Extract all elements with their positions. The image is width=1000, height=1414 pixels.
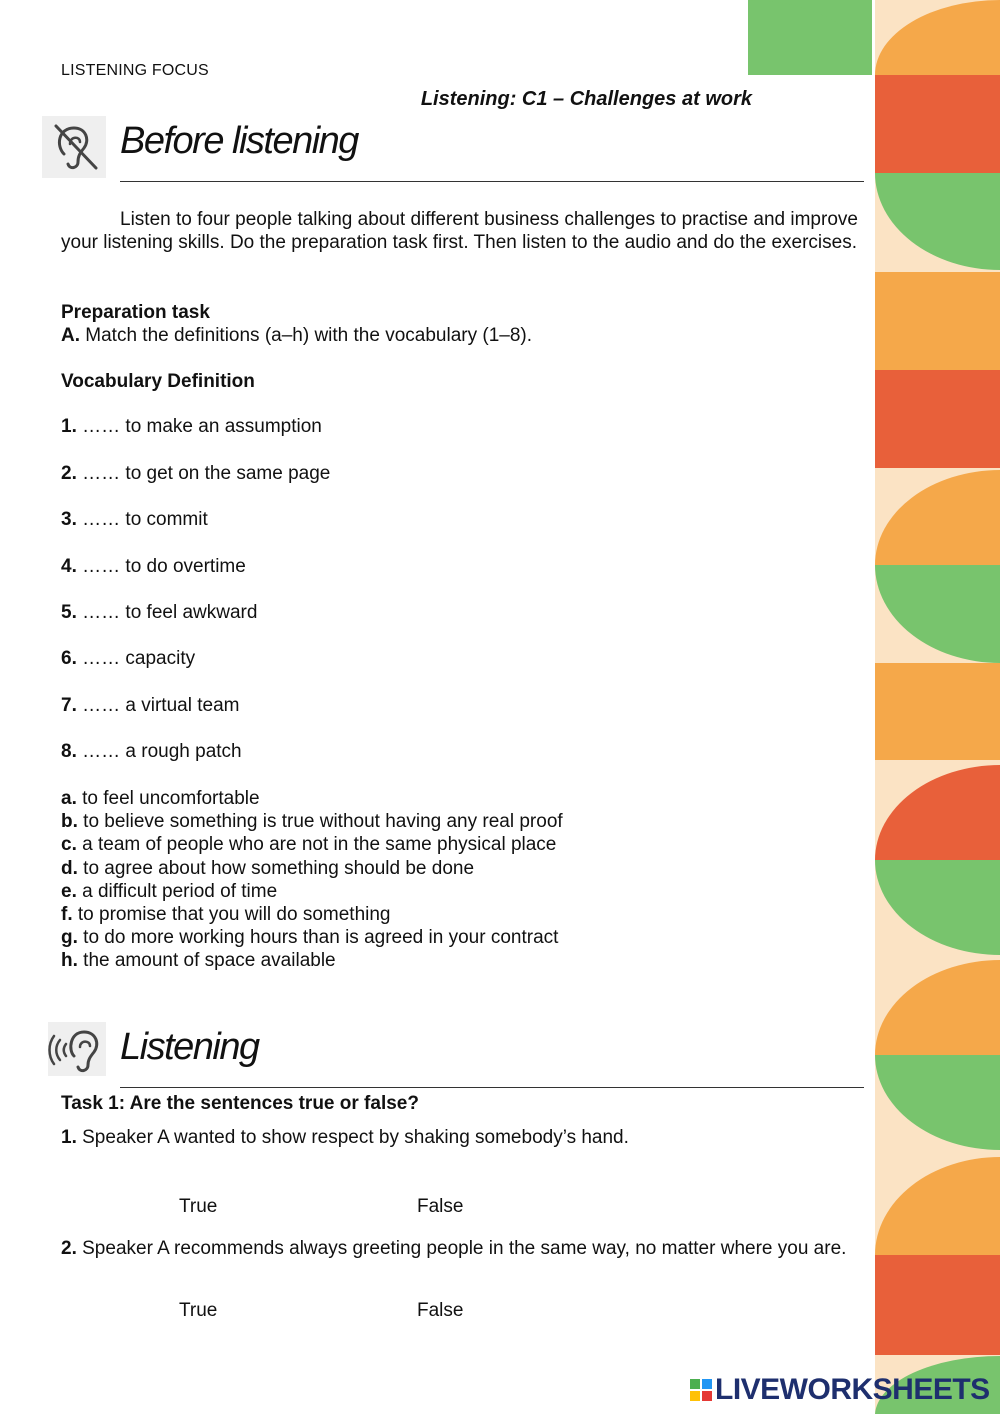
- instruction-label: A.: [61, 325, 80, 346]
- definition-item: d. to agree about how something should be done: [61, 857, 475, 879]
- question-2: 2. Speaker A recommends always greeting people in the same way, no matter where you are.: [61, 1238, 847, 1259]
- q1-true-option[interactable]: True: [179, 1196, 218, 1217]
- definition-item: e. a difficult period of time: [61, 880, 278, 902]
- definition-item: a. to feel uncomfortable: [61, 788, 260, 809]
- vocab-item: 4. …… to do overtime: [61, 556, 246, 577]
- title-rule: [120, 1087, 864, 1088]
- header-label: LISTENING FOCUS: [61, 62, 209, 79]
- definition-item: b. to believe something is true without having any real proof: [61, 811, 563, 833]
- preparation-instruction: [61, 324, 532, 347]
- instruction-text: Match the definitions (a–h) with the vocabulary (1–8).: [80, 325, 533, 346]
- question-1: 1. Speaker A wanted to show respect by shaking somebody’s hand.: [61, 1127, 629, 1148]
- preparation-heading: Preparation task: [61, 302, 210, 323]
- no-listening-icon: [42, 116, 106, 178]
- definition-item: f. to promise that you will do something: [61, 904, 391, 926]
- definition-item: c. a team of people who are not in the same physical place: [61, 834, 557, 856]
- vocab-item: 8. …… a rough patch: [61, 741, 242, 762]
- vocabulary-columns: Vocabulary Definition: [61, 371, 255, 392]
- definitions-list: [61, 787, 563, 973]
- vocab-item: 3. …… to commit: [61, 509, 208, 530]
- task1-heading: Task 1: Are the sentences true or false?: [61, 1093, 419, 1114]
- section-title-before-listening: Before listening: [120, 120, 358, 162]
- vocab-item: 1. …… to make an assumption: [61, 416, 322, 437]
- q2-false-option[interactable]: False: [417, 1300, 464, 1321]
- vocab-item: 5. …… to feel awkward: [61, 602, 258, 623]
- listening-header: [42, 1022, 864, 1088]
- q2-true-option[interactable]: True: [179, 1300, 218, 1321]
- logo-text: LIVEWORKSHEETS: [715, 1373, 990, 1406]
- ear-sound-icon: [48, 1022, 106, 1076]
- liveworksheets-logo: [690, 1374, 990, 1406]
- title-rule: [120, 181, 864, 182]
- logo-icon: [690, 1379, 712, 1401]
- definition-item: h. the amount of space available: [61, 950, 336, 972]
- vocab-item: 2. …… to get on the same page: [61, 463, 331, 484]
- definition-item: g. to do more working hours than is agreed in your contract: [61, 927, 559, 949]
- vocab-item: 7. …… a virtual team: [61, 695, 240, 716]
- intro-paragraph: Listen to four people talking about different business challenges to practise and improve your listening skills. Do the preparation task first. Then listen to the audio and do the exercises.: [61, 209, 858, 253]
- q1-false-option[interactable]: False: [417, 1196, 464, 1217]
- before-listening-header: [42, 116, 864, 182]
- worksheet-subtitle: Listening: C1 – Challenges at work: [420, 88, 752, 110]
- section-title-listening: Listening: [120, 1026, 259, 1068]
- vocab-item: 6. …… capacity: [61, 648, 196, 669]
